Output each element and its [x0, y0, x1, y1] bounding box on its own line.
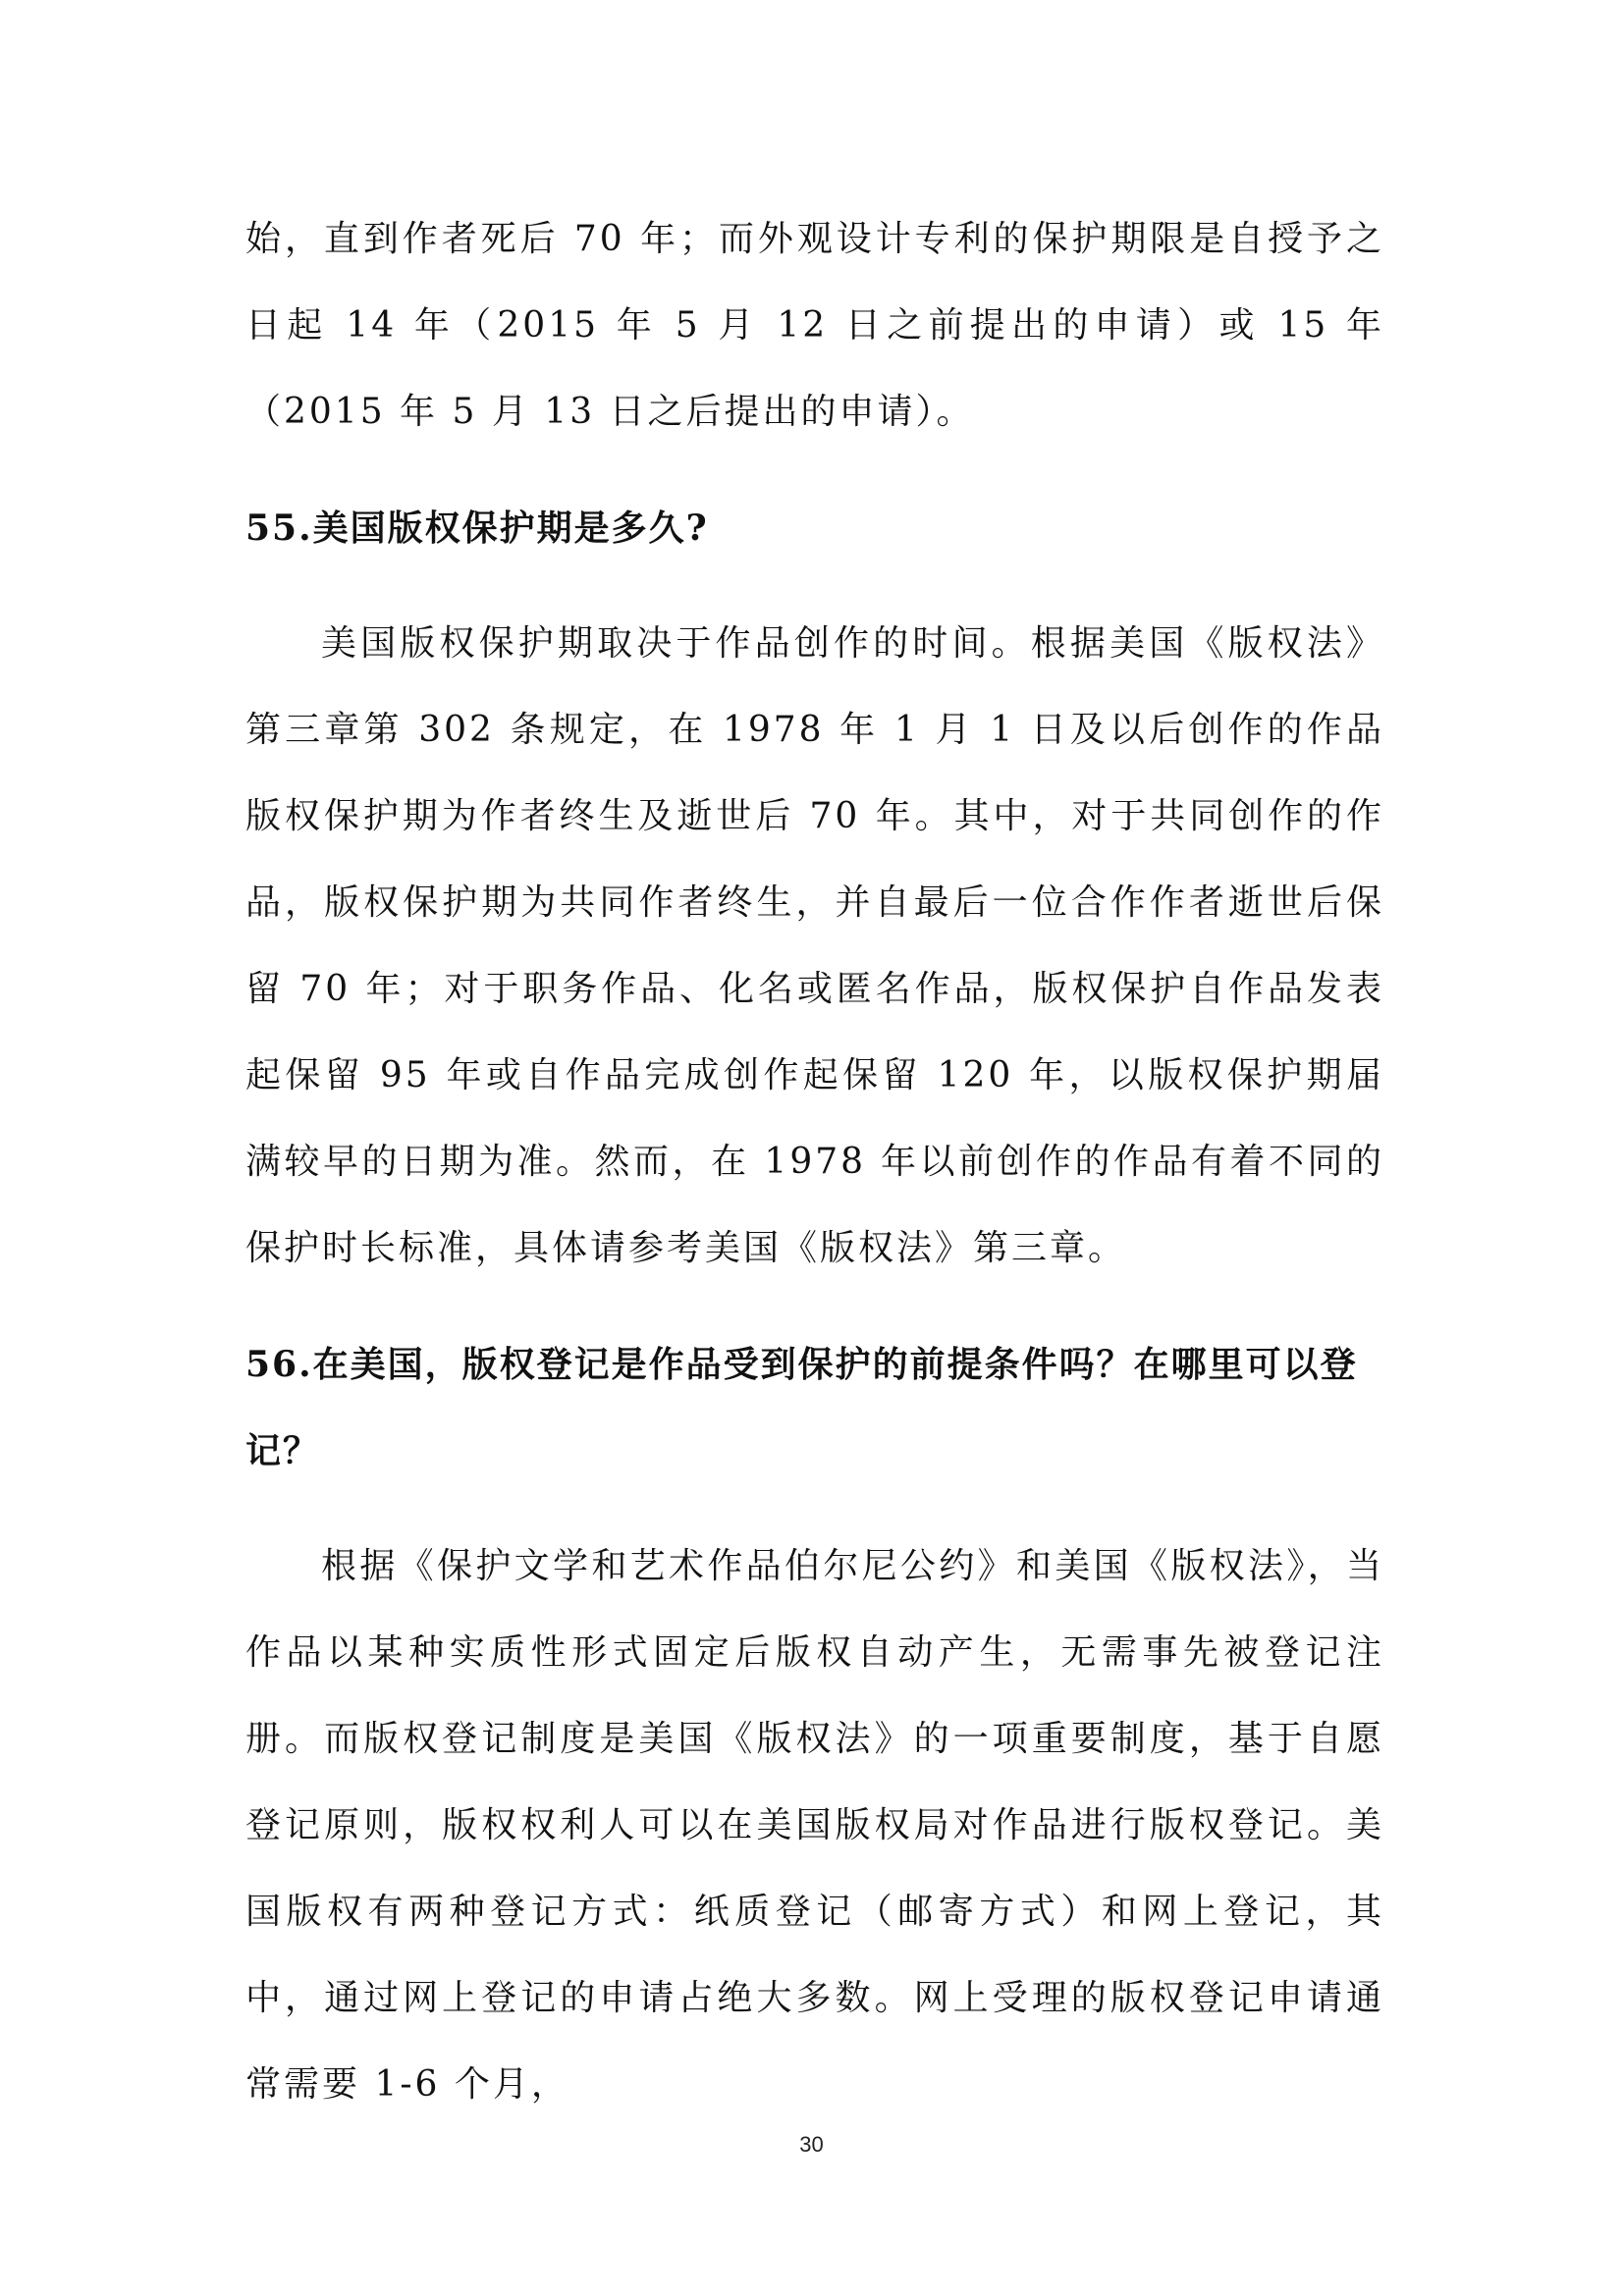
intro-paragraph: 始，直到作者死后 70 年；而外观设计专利的保护期限是自授予之日起 14 年（2015 年 5 月 12 日之前提出的申请）或 15 年（2015 年 5 月 13 日之后提出的申请）。 — [245, 219, 1384, 432]
section-55-heading: 55.美国版权保护期是多久? — [245, 507, 709, 549]
section-56-heading: 56.在美国，版权登记是作品受到保护的前提条件吗？在哪里可以登记？ — [245, 1344, 1358, 1471]
section-56-body: 根据《保护文学和艺术作品伯尔尼公约》和美国《版权法》，当作品以某种实质性形式固定后版权自动产生，无需事先被登记注册。而版权登记制度是美国《版权法》的一项重要制度，基于自愿登记原则，版权权利人可以在美国版权局对作品进行版权登记。美国版权有两种登记方式：纸质登记（邮寄方式）和网上登记，其中，通过网上登记的申请占绝大多数。网上受理的版权登记申请通常需要 1-6 个月， — [245, 1546, 1384, 2105]
section-55-body: 美国版权保护期取决于作品创作的时间。根据美国《版权法》第三章第 302 条规定，在 1978 年 1 月 1 日及以后创作的作品版权保护期为作者终生及逝世后 70 年。其中，对于共同创作的作品，版权保护期为共同作者终生，并自最后一位合作作者逝世后保留 70 年；对于职务作品、化名或匿名作品，版权保护自作品发表起保留 95 年或自作品完成创作起保留 120 年，以版权保护期届满较早的日期为准。然而，在 1978 年以前创作的作品有着不同的保护时长标准，具体请参考美国《版权法》第三章。 — [245, 623, 1384, 1268]
document-page — [245, 196, 1384, 2128]
page-number: 30 — [799, 2132, 824, 2157]
